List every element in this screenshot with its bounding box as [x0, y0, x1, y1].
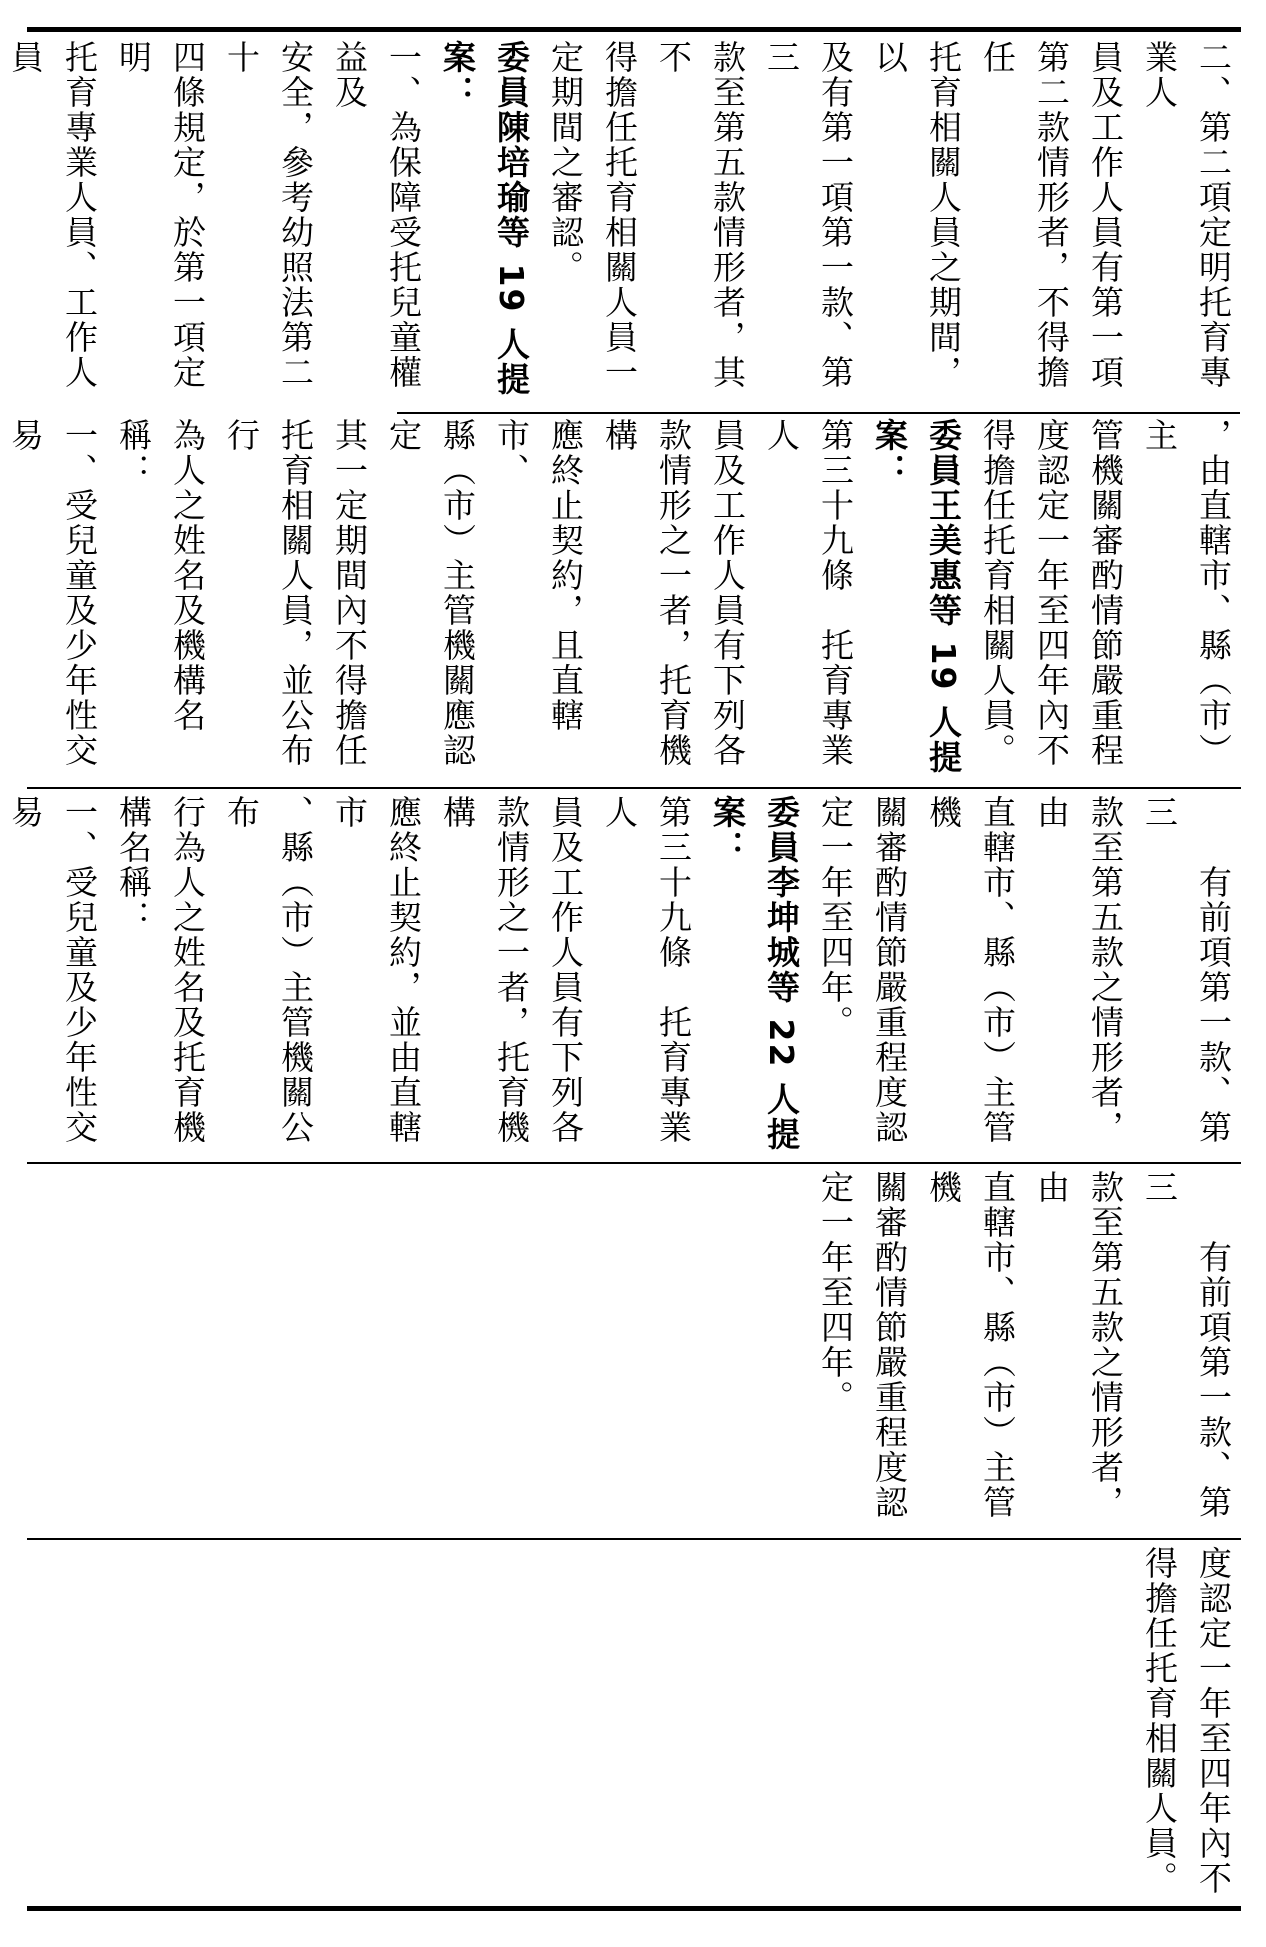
text-line: 直轄市、縣（市）主管機: [924, 795, 1017, 1145]
text-line: 得擔任托育相關人員。: [1140, 1546, 1179, 1896]
text-line: 行為人之姓名及托育機: [168, 795, 207, 1145]
proposal-heading: 委員王美惠等 19 人提案：: [870, 418, 963, 775]
column-divider: [27, 1538, 1241, 1540]
text-line: 、縣（市）主管機關公布: [222, 795, 315, 1145]
text-line: 托育專業人員、工作人員: [6, 40, 99, 390]
text-line: 得擔任托育相關人員一: [600, 40, 639, 390]
text-line: 度認定一年至四年內不: [1194, 1546, 1233, 1896]
text-line: 第二款情形者，不得擔任: [978, 40, 1071, 390]
text-line: 縣（市）主管機關應認定: [384, 418, 477, 768]
text-line: 管機關審酌情節嚴重程: [1086, 418, 1125, 768]
text-line: 關審酌情節嚴重程度認: [870, 795, 909, 1145]
bottom-border: [27, 1906, 1241, 1911]
text-line: 一、受兒童及少年性交易: [6, 795, 99, 1145]
text-line: 有前項第一款、第三: [1140, 795, 1233, 1145]
text-line: 度認定一年至四年內不: [1032, 418, 1071, 768]
column-divider: [27, 1162, 1241, 1164]
text-line: 款情形之一者，托育機構: [600, 418, 693, 768]
text-line: 為人之姓名及機構名稱：: [114, 418, 207, 733]
text-line: 員及工作人員有第一項: [1086, 40, 1125, 390]
text-line: ，由直轄市、縣（市）主: [1140, 418, 1233, 768]
text-line: 其一定期間內不得擔任: [330, 418, 369, 768]
top-border: [27, 27, 1241, 32]
text-line: 直轄市、縣（市）主管機: [924, 1170, 1017, 1520]
text-line: 二、第二項定明托育專業人: [1140, 40, 1233, 390]
text-line: 款至第五款情形者，其不: [654, 40, 747, 390]
text-column-1: [6, 40, 1240, 408]
text-line: 一、為保障受托兒童權益及: [330, 40, 423, 390]
text-line: 應終止契約，且直轄市、: [492, 418, 585, 733]
text-line: 得擔任托育相關人員。: [978, 418, 1017, 768]
text-line: 有前項第一款、第三: [1140, 1170, 1233, 1520]
text-line: 托育相關人員之期間，以: [870, 40, 963, 390]
text-line: 員及工作人員有下列各: [546, 795, 585, 1145]
column-divider: [397, 412, 1240, 414]
text-line: 款至第五款之情形者，由: [1032, 795, 1125, 1145]
proposal-heading: 委員李坤城等 22 人提案：: [708, 795, 801, 1152]
text-line: 托育相關人員，並公布行: [222, 418, 315, 768]
text-line: 第三十九條 托育專業人: [600, 795, 693, 1145]
text-line: 定期間之審認。: [546, 40, 585, 285]
text-line: 款至第五款之情形者，由: [1032, 1170, 1125, 1520]
text-line: 第三十九條 托育專業人: [762, 418, 855, 768]
text-line: 定一年至四年。: [816, 795, 855, 1040]
text-column-5: [35, 1546, 1240, 1902]
text-line: 應終止契約，並由直轄市: [330, 795, 423, 1145]
text-line: 四條規定，於第一項定明: [114, 40, 207, 390]
text-line: 定一年至四年。: [816, 1170, 855, 1415]
text-line: 及有第一項第一款、第三: [762, 40, 855, 390]
text-line: 員及工作人員有下列各: [708, 418, 747, 768]
column-divider: [27, 787, 1241, 789]
text-line: 一、受兒童及少年性交易: [6, 418, 99, 768]
text-column-4: [35, 1170, 1240, 1534]
text-line: 構名稱：: [114, 795, 153, 935]
proposal-heading: 委員陳培瑜等 19 人提案：: [438, 40, 531, 397]
text-line: 安全，參考幼照法第二十: [222, 40, 315, 390]
text-column-2: [6, 418, 1240, 783]
text-column-3: [6, 795, 1240, 1158]
text-line: 關審酌情節嚴重程度認: [870, 1170, 909, 1520]
text-line: 款情形之一者，托育機構: [438, 795, 531, 1145]
